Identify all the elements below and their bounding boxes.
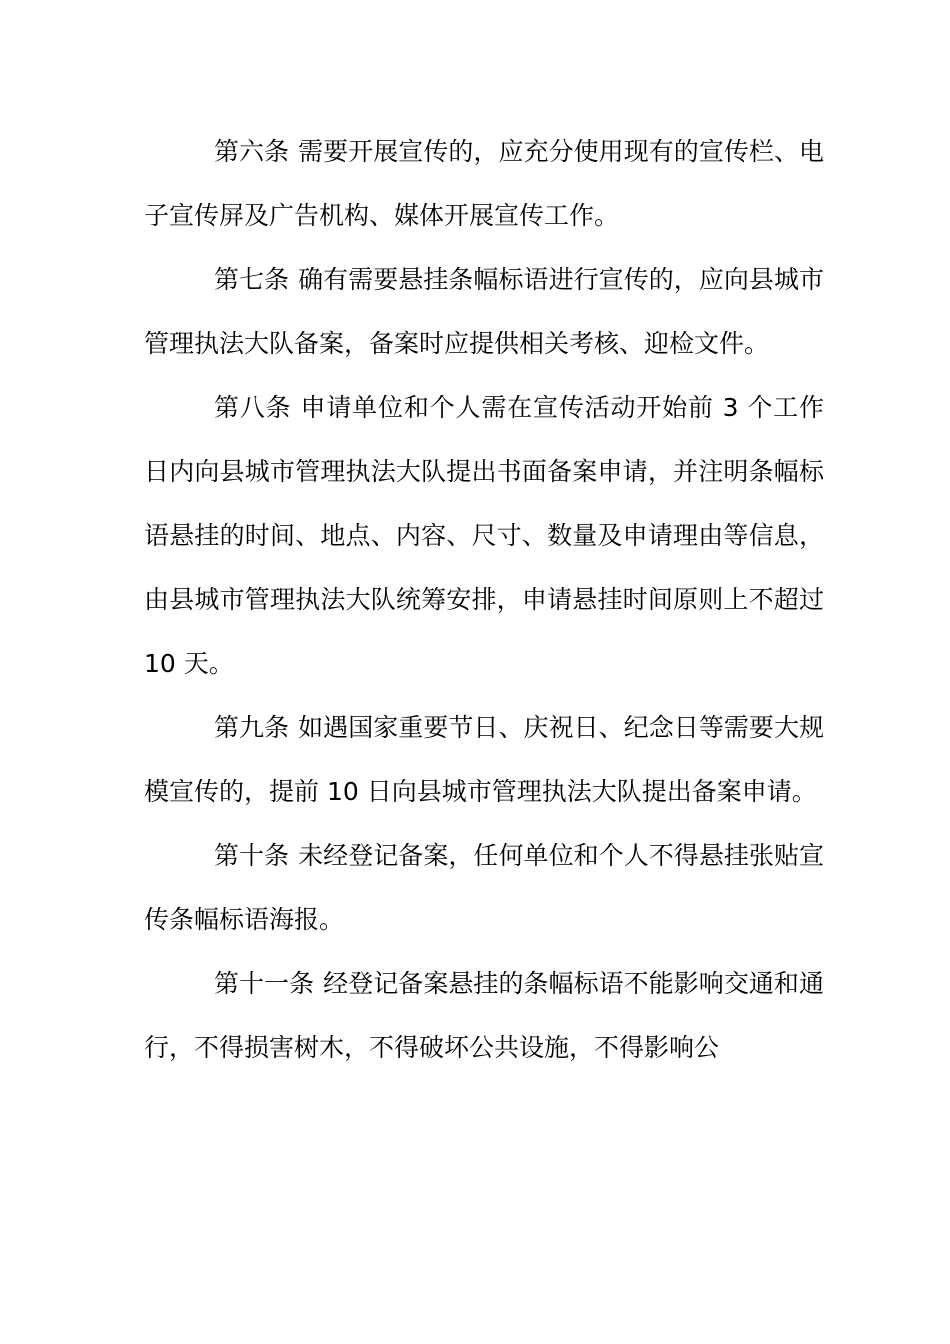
article-7-paragraph [144, 248, 824, 376]
article-7-text: 确有需要悬挂条幅标语进行宣传的，应向县城市管理执法大队备案，备案时应提供相关考核、迎检文件。 [144, 265, 824, 358]
article-9-text: 如遇国家重要节日、庆祝日、纪念日等需要大规模宣传的，提前 10 日向县城市管理执法大队提出备案申请。 [144, 713, 824, 806]
article-7-heading: 第七条 [214, 265, 290, 294]
article-8-heading: 第八条 [214, 393, 292, 422]
article-6-paragraph [144, 120, 824, 248]
article-11-paragraph [144, 952, 824, 1080]
article-8-text: 申请单位和个人需在宣传活动开始前 3 个工作日内向县城市管理执法大队提出书面备案申请，并注明条幅标语悬挂的时间、地点、内容、尺寸、数量及申请理由等信息，由县城市管理执法大队统筹安排，申请悬挂时间原则上不超过 10 天。 [144, 393, 824, 678]
article-9-heading: 第九条 [214, 713, 290, 742]
article-8-paragraph [144, 376, 824, 696]
article-9-paragraph [144, 696, 824, 824]
article-11-text: 经登记备案悬挂的条幅标语不能影响交通和通行，不得损害树木，不得破坏公共设施，不得影响公 [144, 969, 824, 1062]
article-11-heading: 第十一条 [214, 969, 315, 998]
article-10-heading: 第十条 [214, 841, 290, 870]
article-6-text: 需要开展宣传的，应充分使用现有的宣传栏、电子宣传屏及广告机构、媒体开展宣传工作。 [144, 137, 824, 230]
article-6-heading: 第六条 [214, 137, 290, 166]
article-10-text: 未经登记备案，任何单位和个人不得悬挂张贴宣传条幅标语海报。 [144, 841, 824, 934]
article-10-paragraph [144, 824, 824, 952]
document-body [144, 120, 824, 1080]
